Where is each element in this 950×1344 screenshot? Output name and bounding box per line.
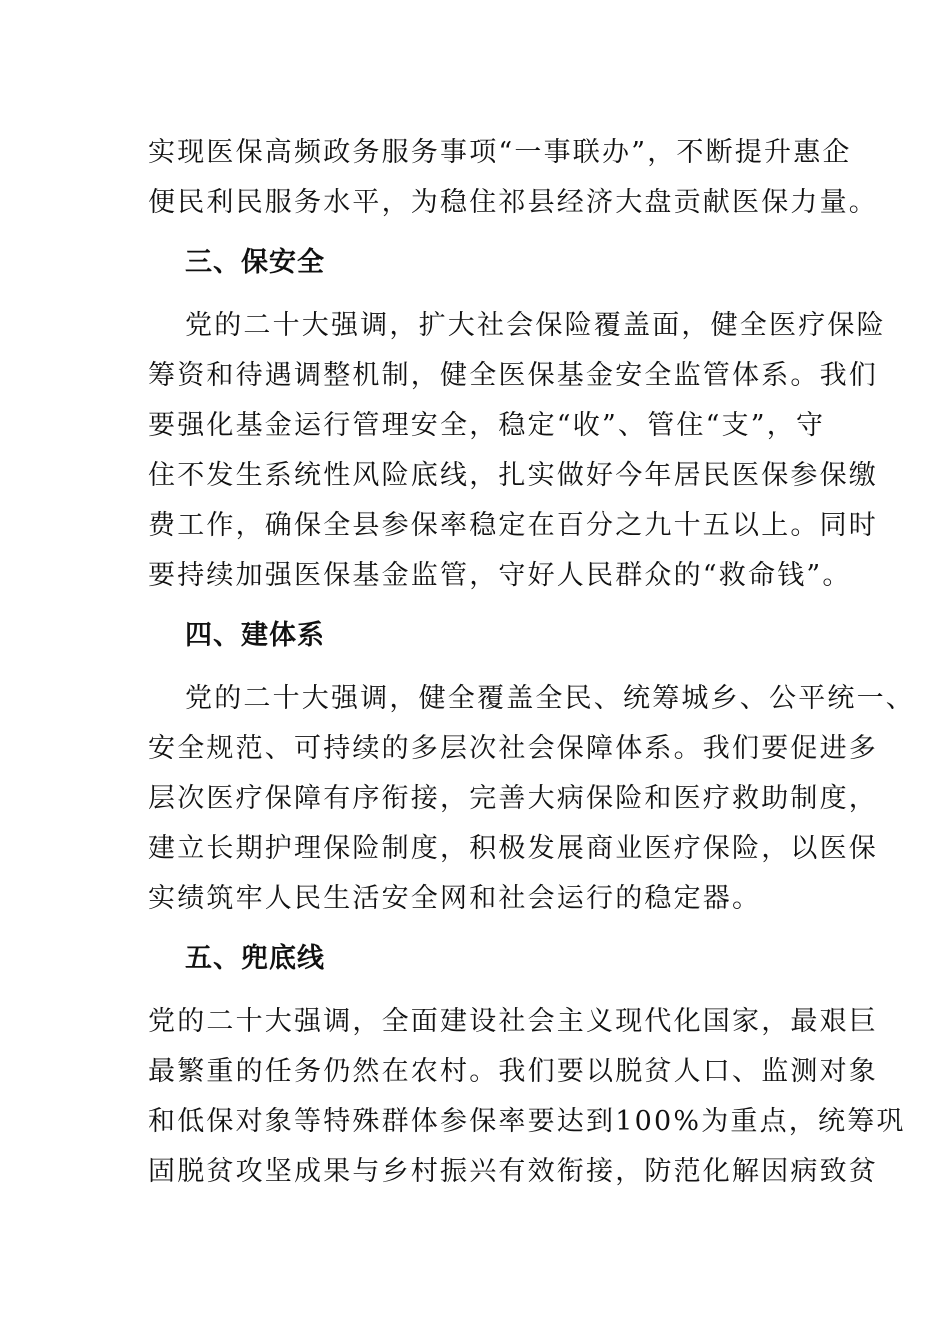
- paragraph-line: 便民利民服务水平，为稳住祁县经济大盘贡献医保力量。: [148, 187, 878, 218]
- paragraph-line: 党的二十大强调，全面建设社会主义现代化国家，最艰巨: [148, 1006, 878, 1037]
- paragraph-line: 筹资和待遇调整机制，健全医保基金安全监管体系。我们: [148, 360, 878, 391]
- paragraph-line: 党的二十大强调，健全覆盖全民、统筹城乡、公平统一、: [185, 683, 915, 714]
- paragraph-line: 和低保对象等特殊群体参保率要达到100%为重点，统筹巩: [148, 1106, 906, 1137]
- paragraph-line: 实绩筑牢人民生活安全网和社会运行的稳定器。: [148, 883, 762, 914]
- paragraph-line: 层次医疗保障有序衔接，完善大病保险和医疗救助制度，: [148, 783, 878, 814]
- paragraph-line: 最繁重的任务仍然在农村。我们要以脱贫人口、监测对象: [148, 1056, 878, 1087]
- section-heading-5: 五、兜底线: [185, 943, 325, 974]
- paragraph-line: 要强化基金运行管理安全，稳定“收”、管住“支”，守: [148, 410, 826, 441]
- paragraph-line: 要持续加强医保基金监管，守好人民群众的“救命钱”。: [148, 560, 852, 591]
- paragraph-line: 实现医保高频政务服务事项“一事联办”，不断提升惠企: [148, 137, 852, 168]
- paragraph-line: 费工作，确保全县参保率稳定在百分之九十五以上。同时: [148, 510, 878, 541]
- paragraph-line: 住不发生系统性风险底线，扎实做好今年居民医保参保缴: [148, 460, 878, 491]
- section-heading-4: 四、建体系: [185, 620, 325, 651]
- paragraph-line: 党的二十大强调，扩大社会保险覆盖面，健全医疗保险: [185, 310, 886, 341]
- paragraph-line: 固脱贫攻坚成果与乡村振兴有效衔接，防范化解因病致贫: [148, 1156, 878, 1187]
- section-heading-3: 三、保安全: [185, 247, 325, 278]
- paragraph-line: 建立长期护理保险制度，积极发展商业医疗保险，以医保: [148, 833, 878, 864]
- paragraph-line: 安全规范、可持续的多层次社会保障体系。我们要促进多: [148, 733, 878, 764]
